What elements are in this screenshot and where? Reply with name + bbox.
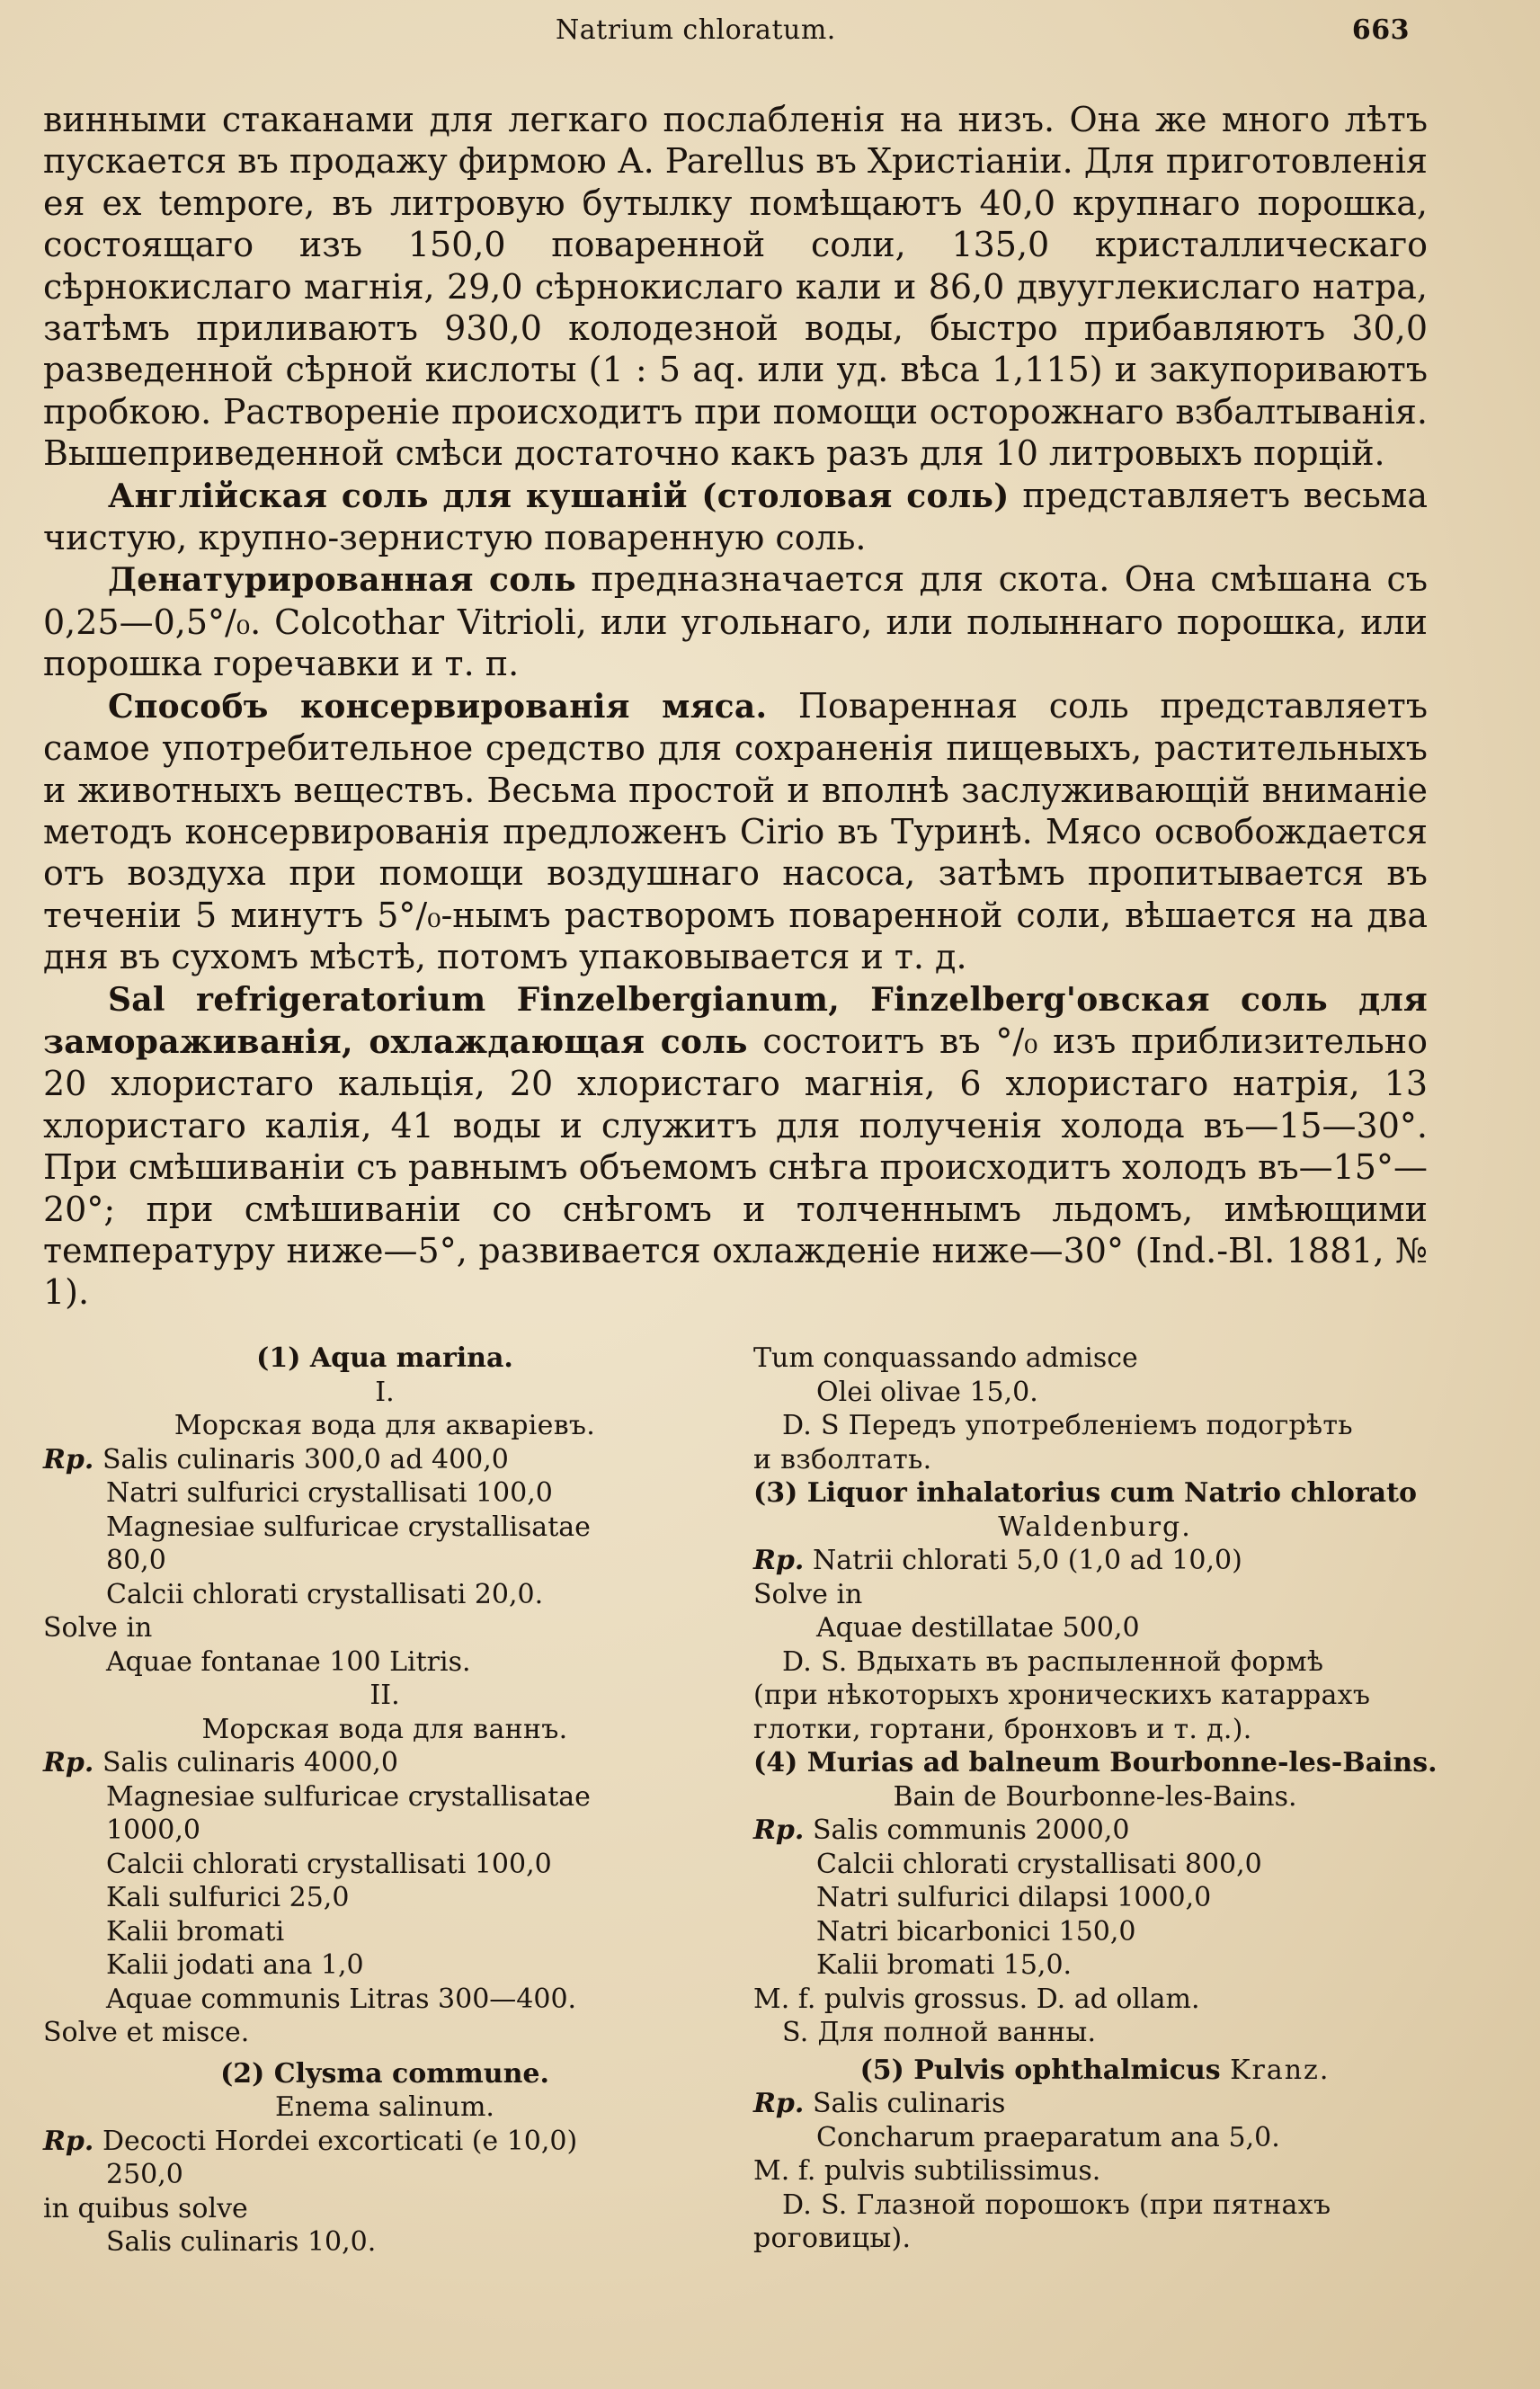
rx-mark: Rp. [43, 2125, 94, 2157]
ingredient-amount: 250,0 [106, 2159, 183, 2190]
ingredient: Kalii jodati ana 1,0 [106, 1949, 364, 1981]
page [43, 0, 1438, 2389]
entry-text: Поваренная соль представляетъ самое употребительное средство для сохраненія пищевыхъ, растительныхъ и животныхъ веществъ. Весьма простой и вполнѣ заслуживающій вниманіе методъ консервированія предложенъ Cirio въ Туринѣ. Мясо освобождается отъ воздуха при помощи воздушнаго насоса, затѣмъ пропитывается въ теченіи 5 минутъ 5°/₀-нымъ растворомъ поваренной соли, вѣшается на два дня въ сухомъ мѣстѣ, потомъ упаковывается и т. д. [43, 685, 1429, 977]
signa: S. Для полной ванны. [782, 2017, 1097, 2048]
entry-text: представляетъ весьма чистую, крупно-зернистую поваренную соль. [43, 475, 1428, 558]
recipe-title: (1) Aqua marina. [256, 1342, 513, 1374]
ingredient: Kalii bromati [106, 1915, 285, 1948]
recipe-line [43, 1746, 726, 1780]
ingredient: Calcii chlorati crystallisati 20,0. [106, 1578, 544, 1610]
signa: (при нѣкоторыхъ хроническихъ катаррахъ [753, 1680, 1371, 1711]
recipe-title: (2) Clysma commune. [220, 2057, 549, 2090]
ingredient: Natri bicarbonici 150,0 [816, 1915, 1136, 1948]
recipe-line [43, 2125, 726, 2159]
ingredient: Salis culinaris 10,0. [106, 2226, 377, 2258]
rx-mark: Rp. [43, 1443, 94, 1475]
signa: D. S Передъ употребленіемъ подогрѣть [782, 1410, 1353, 1441]
instruction: Solve in [753, 1578, 863, 1610]
recipe-author: Waldenburg. [998, 1511, 1192, 1543]
entry-title: Способъ консервированія мяса. [108, 687, 768, 726]
ingredient: Calcii chlorati crystallisati 800,0 [816, 1848, 1262, 1880]
ingredient: Magnesiae sulfuricae crystallisatae [106, 1511, 591, 1543]
entry-title: Англійская соль для кушаній (столовая соль) [108, 477, 1010, 515]
ingredient: Kalii bromati 15,0. [816, 1949, 1073, 1981]
ingredient: Salis culinaris 4000,0 [102, 1747, 398, 1778]
ingredient: Natri sulfurici crystallisati 100,0 [106, 1477, 553, 1509]
ingredient: Kali sulfurici 25,0 [106, 1882, 350, 1913]
recipe-subtitle: Enema salinum. [275, 2091, 494, 2123]
instruction: in quibus solve [43, 2192, 248, 2224]
page-number: 663 [1351, 14, 1410, 46]
signa: роговицы). [753, 2223, 912, 2254]
ingredient: Concharum praeparatum ana 5,0. [816, 2121, 1280, 2153]
rx-mark: Rp. [753, 2088, 805, 2119]
recipe-title: (4) Murias ad balneum Bourbonne-les-Bains. [753, 1747, 1438, 1778]
left-column [43, 1342, 726, 2260]
ingredient: Aquae fontanae 100 Litris. [106, 1645, 471, 1678]
recipe-subtitle: Bain de Bourbonne-les-Bains. [893, 1780, 1297, 1813]
rx-mark: Rp. [43, 1747, 94, 1778]
recipe-title [753, 2054, 1437, 2088]
paragraph-meat-preservation [43, 685, 1428, 978]
rx-mark: Rp. [753, 1814, 805, 1846]
paragraph-denatured-salt [43, 558, 1428, 684]
recipe-title-text: (5) Pulvis ophthalmicus [859, 2054, 1221, 2086]
entry-title: Sal refrigeratorium Finzelbergianum, Finzelberg'овская соль для замораживанія, охлаждающая соль [43, 980, 1428, 1061]
running-title: Natrium chloratum. [556, 14, 836, 46]
paragraph-continuation: винными стаканами для легкаго послабленія на низъ. Она же много лѣтъ пускается въ продажу фирмою А. Parellus въ Христіаніи. Для приготовленія ея ex tempore, въ литровую бутылку помѣщаютъ 40,0 крупнаго порошка, состоящаго изъ 150,0 поваренной соли, 135,0 кристаллическаго сѣрнокислаго магнія, 29,0 сѣрнокислаго кали и 86,0 двууглекислаго натра, затѣмъ приливаютъ 930,0 колодезной воды, быстро прибавляютъ 30,0 разведенной сѣрной кислоты (1 : 5 aq. или уд. вѣса 1,115) и закупориваютъ пробкою. Раствореніе происходитъ при помощи осторожнаго взбалтыванія. Вышеприведенной смѣси достаточно какъ разъ для 10 литровыхъ порцій. [43, 100, 1428, 474]
ingredient: Olei olivae 15,0. [816, 1376, 1038, 1408]
instruction: M. f. pulvis subtilissimus. [753, 2155, 1101, 2187]
ingredient: Salis culinaris [813, 2088, 1006, 2119]
instruction: M. f. pulvis grossus. D. ad ollam. [753, 1983, 1200, 2015]
paragraph-refrigerating-salt [43, 978, 1428, 1314]
recipe-numeral: I. [375, 1376, 395, 1408]
entry-text: состоитъ въ °/₀ изъ приблизительно 20 хлористаго кальція, 20 хлористаго магнія, 6 хлористаго натрія, 13 хлористаго калія, 41 воды и служитъ для полученія холода въ—15—30°. При смѣшиваніи съ равнымъ объемомъ снѣга происходитъ холодъ въ—15°—20°; при смѣшиваніи со снѣгомъ и толченнымъ льдомъ, имѣющими температуру ниже—5°, развивается охлажденіе ниже—30° (Ind.-Bl. 1881, № 1). [43, 1021, 1428, 1313]
recipe-subtitle: Морская вода для ваннъ. [201, 1713, 568, 1745]
right-column [753, 1342, 1437, 2256]
ingredient: Natrii chlorati 5,0 (1,0 ad 10,0) [813, 1545, 1242, 1576]
recipe-subtitle: Морская вода для акваріевъ. [174, 1410, 596, 1441]
recipe-line [43, 1443, 726, 1477]
recipe-line [753, 1544, 1437, 1578]
recipe-title: (3) Liquor inhalatorius cum Natrio chlorato [753, 1477, 1417, 1509]
ingredient: Aquae communis Litras 300—400. [106, 1983, 577, 2015]
entry-title: Денатурированная соль [108, 561, 576, 600]
recipe-author: Kranz. [1230, 2054, 1331, 2086]
signa: и взболтать. [753, 1443, 932, 1475]
body-text [43, 99, 1428, 1314]
recipe-numeral: II. [369, 1680, 400, 1711]
signa: D. S. Глазной порошокъ (при пятнахъ [782, 2188, 1331, 2221]
ingredient: Magnesiae sulfuricae crystallisatae [106, 1780, 591, 1813]
signa: D. S. Вдыхать въ распыленной формѣ [782, 1645, 1324, 1678]
paragraph-table-salt [43, 475, 1428, 559]
ingredient: Decocti Hordei excorticati (e 10,0) [102, 2125, 578, 2157]
ingredient-amount: 80,0 [106, 1545, 166, 1576]
instruction: Tum conquassando admisce [753, 1342, 1138, 1374]
instruction: Solve et misce. [43, 2017, 250, 2048]
entry-text: предназначается для скота. Она смѣшана съ 0,25—0,5°/₀. Colcothar Vitrioli, или угольнаго, или полыннаго порошка, или порошка горечавки и т. п. [43, 559, 1428, 684]
ingredient: Salis communis 2000,0 [813, 1814, 1130, 1846]
signa: глотки, гортани, бронховъ и т. д.). [753, 1713, 1252, 1745]
ingredient: Aquae destillatae 500,0 [816, 1612, 1140, 1644]
ingredient-amount: 1000,0 [106, 1814, 200, 1846]
rx-mark: Rp. [753, 1545, 805, 1576]
ingredient: Natri sulfurici dilapsi 1000,0 [816, 1882, 1212, 1913]
ingredient: Salis culinaris 300,0 ad 400,0 [102, 1443, 509, 1475]
recipe-line [753, 2087, 1437, 2121]
recipe-columns [43, 1342, 1438, 2349]
ingredient: Calcii chlorati crystallisati 100,0 [106, 1848, 552, 1880]
recipe-line [753, 1814, 1437, 1848]
instruction: Solve in [43, 1612, 153, 1644]
running-head [43, 13, 1428, 49]
